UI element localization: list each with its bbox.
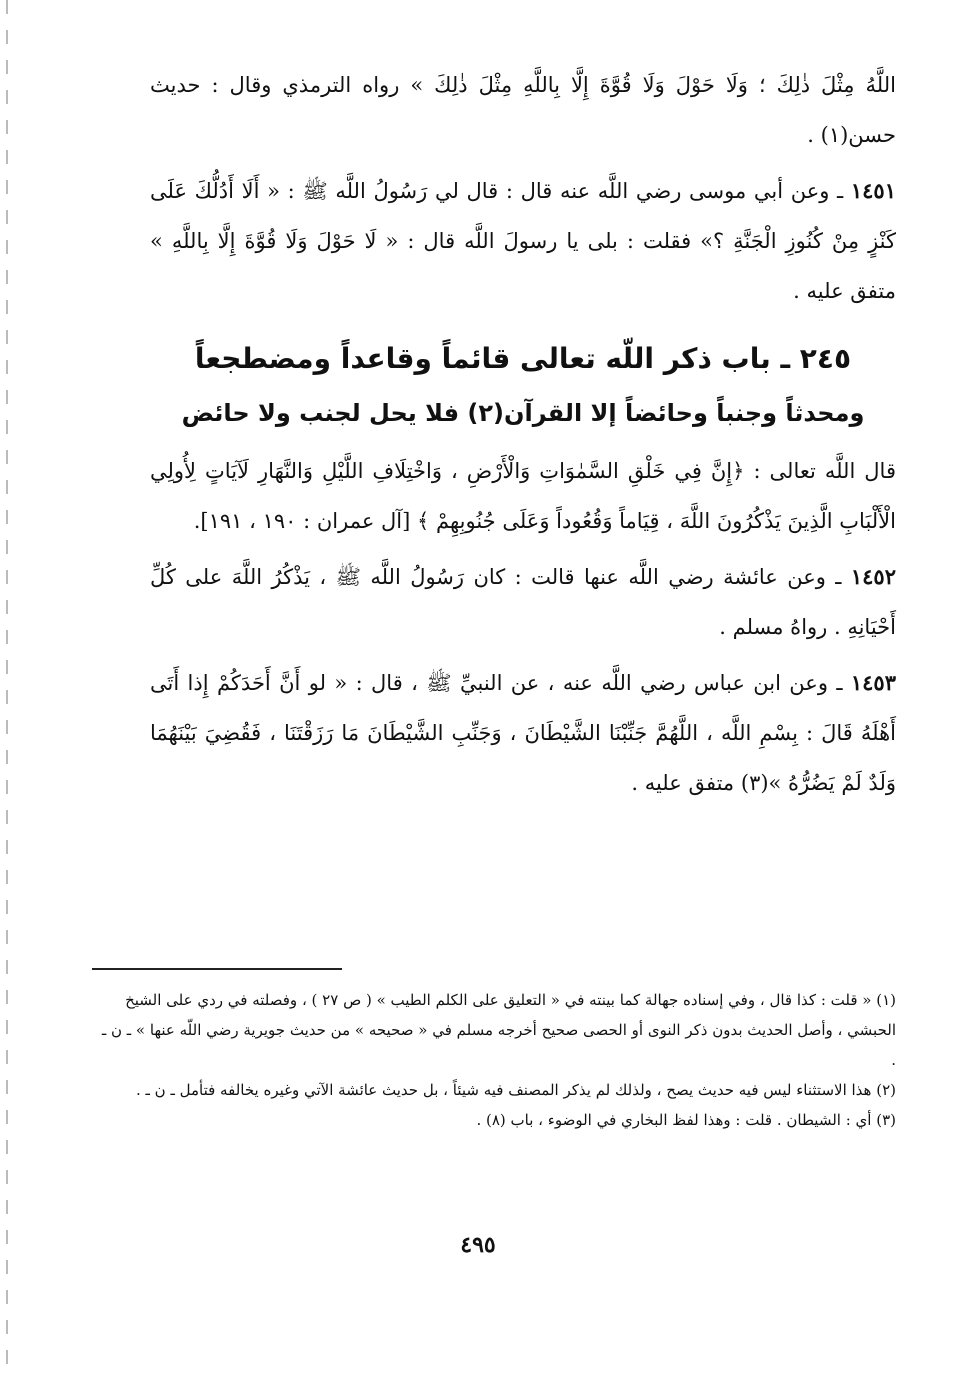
hadith-number: ١٤٥٣ <box>850 670 896 695</box>
hadith-1453 <box>150 658 896 808</box>
chapter-title: ٢٤٥ ـ باب ذكر اللّه تعالى قائماً وقاعداً ومضطجعاً <box>194 342 852 375</box>
main-text <box>150 60 896 814</box>
footnote-2: (٢) هذا الاستثناء ليس فيه حديث يصح ، ولذلك لم يذكر المصنف فيه شيئاً ، بل حديث عائشة الآتي وغيره يخالفه فتأمل ـ ن ـ . <box>135 1081 896 1099</box>
chapter-heading <box>150 330 896 438</box>
paragraph-text: ـ وعن أبي موسى رضي اللَّه عنه قال : قال لي رَسُولُ اللَّه ﷺ : « أَلَا أَدُلُّكَ عَلَى كَنْزٍ مِنْ كُنُوزِ الْجَنَّةِ ؟» فقلت : بلى يا رسولَ اللَّه قال : « لَا حَوْلَ وَلَا قُوَّةَ إِلَّا بِاللَّهِ » متفق عليه . <box>150 179 896 303</box>
paragraph-text: ـ وعن عائشة رضي اللَّه عنها قالت : كان رَسُولُ اللَّه ﷺ ، يَذْكُرُ اللَّهَ على كُلِّ أَحْيَانِهِ . رواهُ مسلم . <box>150 565 896 639</box>
hadith-number: ١٤٥٢ <box>850 564 896 589</box>
footnote-3: (٣) أي : الشيطان . قلت : وهذا لفظ البخاري في الوضوء ، باب (٨) . <box>476 1111 896 1129</box>
page-number: ٤٩٥ <box>460 1232 496 1258</box>
paragraph-text: قال اللَّه تعالى : ﴿إِنَّ فِي خَلْقِ السَّمٰوَاتِ وَالْأَرْضِ ، وَاخْتِلَافِ اللَّيْلِ وَالنَّهَارِ لَآيَاتٍ لِأُولِي الْأَلْبَابِ الَّذِينَ يَذْكُرُونَ اللَّهَ ، قِيَاماً وَقُعُوداً وَعَلَى جُنُوبِهِمْ ﴾ [آل عمران : ١٩٠ ، ١٩١]. <box>150 459 896 533</box>
paragraph-text: ـ وعن ابن عباس رضي اللَّه عنه ، عن النبيِّ ﷺ ، قال : « لو أَنَّ أَحَدَكُمْ إِذا أَتَى أَهْلَهُ قَالَ : بِسْمِ اللَّه ، اللَّهُمَّ جَنِّبْنَا الشَّيْطَانَ ، وَجَنِّبِ الشَّيْطَانَ مَا رَزَقْتَنَا ، فَقُضِيَ بَيْنَهُمَا وَلَدٌ لَمْ يَضُرُّهُ »(٣) متفق عليه . <box>150 671 896 795</box>
paragraph-text: اللَّهُ مِثْلَ ذٰلِكَ ؛ وَلَا حَوْلَ وَلَا قُوَّةَ إِلَّا بِاللَّهِ مِثْلَ ذٰلِكَ » رواه الترمذي وقال : حديث حسن(١) . <box>150 73 896 147</box>
footnotes <box>95 985 896 1135</box>
hadith-1452 <box>150 552 896 652</box>
page-edge-line <box>6 0 8 1375</box>
hadith-continuation <box>150 60 896 160</box>
footnote-1: (١) « قلت : كذا قال ، وفي إسناده جهالة كما بينته في « التعليق على الكلم الطيب » ( ص ٢٧ ) ، وفصلته في ردي على الشيخ الحبشي ، وأصل الحديث بدون ذكر النوى أو الحصى صحيح أخرجه مسلم في « صحيحه » من حديث جويرية رضي اللّه عنها » ـ ن ـ . <box>101 991 896 1069</box>
hadith-number: ١٤٥١ <box>850 178 896 203</box>
quran-quote <box>150 446 896 546</box>
chapter-subtitle: ومحدثاً وجنباً وحائضاً إلا القرآن(٢) فلا يحل لجنب ولا حائض <box>181 399 865 427</box>
footnote-separator <box>92 968 342 970</box>
hadith-1451 <box>150 166 896 316</box>
